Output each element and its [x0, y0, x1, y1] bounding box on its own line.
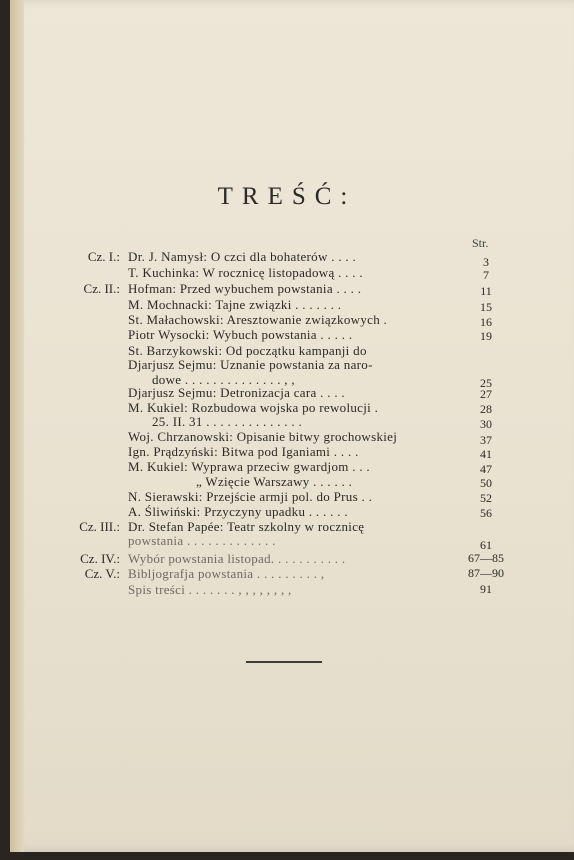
- toc-text: Piotr Wysocki: Wybuch powstania . . . . .: [128, 327, 353, 342]
- toc-page: 41: [480, 447, 492, 461]
- toc-page: 19: [480, 329, 492, 343]
- toc-row: [0, 444, 574, 460]
- toc-page: 52: [480, 491, 492, 505]
- section-divider: [246, 661, 322, 663]
- toc-row: [0, 385, 574, 401]
- toc-text: Djarjusz Sejmu: Uznanie powstania za naro-: [128, 357, 373, 372]
- toc-text: Spis treści . . . . . . . , , , , , , , ,: [128, 582, 292, 597]
- toc-text: M. Kukiel: Wyprawa przeciw gwardjom . . .: [128, 459, 370, 474]
- toc-row: [0, 265, 574, 281]
- toc-text: „ Wzięcie Warszawy . . . . . .: [196, 474, 353, 489]
- toc-text: T. Kuchinka: W rocznicę listopadową . . . .: [128, 265, 363, 280]
- toc-text: dowe . . . . . . . . . . . . . . , ,: [152, 372, 295, 387]
- toc-text: Djarjusz Sejmu: Detronizacja cara . . . .: [128, 385, 345, 400]
- toc-page: 47: [480, 462, 492, 476]
- toc-text: powstania . . . . . . . . . . . . .: [128, 533, 276, 548]
- page-title: TREŚĆ:: [217, 183, 357, 210]
- toc-row: [0, 551, 574, 567]
- toc-text: Hofman: Przed wybuchem powstania . . . .: [128, 281, 362, 296]
- toc-text: Wybór powstania listopad. . . . . . . . . . .: [128, 551, 346, 566]
- toc-text: 25. II. 31 . . . . . . . . . . . . . .: [152, 414, 303, 429]
- toc-row: [0, 566, 574, 582]
- toc-text: Bibljografja powstania . . . . . . . . . ,: [128, 566, 325, 581]
- toc-part: Cz. IV.:: [80, 551, 120, 566]
- toc-row: [0, 429, 574, 445]
- toc-page: 27: [480, 387, 492, 401]
- toc-row: [0, 474, 574, 490]
- toc-text: N. Sierawski: Przejście armji pol. do Prus . .: [128, 489, 373, 504]
- toc-row: [0, 327, 574, 343]
- toc-page: 15: [480, 300, 492, 314]
- toc-row: [0, 312, 574, 328]
- toc-row: [0, 533, 574, 552]
- toc-row: [0, 504, 574, 520]
- toc-part: Cz. II.:: [83, 281, 120, 296]
- toc-text: Dr. Stefan Papée: Teatr szkolny w rocznicę: [128, 519, 365, 534]
- toc-page: 30: [480, 417, 492, 431]
- toc-page: 61: [480, 538, 492, 552]
- toc-row: [0, 281, 574, 297]
- toc-part: Cz. I.:: [87, 249, 120, 264]
- toc-page: 25: [480, 376, 492, 390]
- toc-row: [0, 249, 574, 269]
- toc-row: [0, 582, 574, 598]
- toc-text: Woj. Chrzanowski: Opisanie bitwy grochowskiej: [128, 429, 398, 444]
- toc-text: M. Kukiel: Rozbudowa wojska po rewolucji .: [128, 400, 379, 415]
- toc-row: [0, 414, 574, 430]
- toc-page: 28: [480, 402, 492, 416]
- toc-page: 87—90: [468, 566, 504, 580]
- toc-part: Cz. III.:: [79, 519, 120, 534]
- toc-text: St. Barzykowski: Od początku kampanji do: [128, 343, 367, 358]
- toc-page: 50: [480, 476, 492, 490]
- toc-page: 7: [483, 268, 489, 282]
- toc-text: A. Śliwiński: Przyczyny upadku . . . . . .: [128, 504, 348, 519]
- toc-text: Dr. J. Namysł: O czci dla bohaterów . . . .: [128, 249, 357, 264]
- toc-text: St. Małachowski: Aresztowanie związkowych .: [128, 312, 388, 327]
- toc-part: Cz. V.:: [84, 566, 120, 581]
- toc-row: [0, 489, 574, 505]
- toc-page: 37: [480, 433, 492, 447]
- toc-page: 16: [480, 315, 492, 329]
- page-column-label: Str.: [472, 236, 489, 250]
- toc-text: M. Mochnacki: Tajne związki . . . . . . .: [128, 297, 342, 312]
- toc-page: 56: [480, 506, 492, 520]
- toc-page: 91: [480, 582, 492, 596]
- toc-row: [0, 459, 574, 475]
- toc-page: 3: [483, 255, 489, 269]
- toc-row: [0, 297, 574, 313]
- toc-row: [0, 357, 574, 373]
- toc-text: Ign. Prądzyński: Bitwa pod Iganiami . . . .: [128, 444, 359, 459]
- toc-page: 11: [480, 284, 492, 298]
- toc-page: 67—85: [468, 551, 504, 565]
